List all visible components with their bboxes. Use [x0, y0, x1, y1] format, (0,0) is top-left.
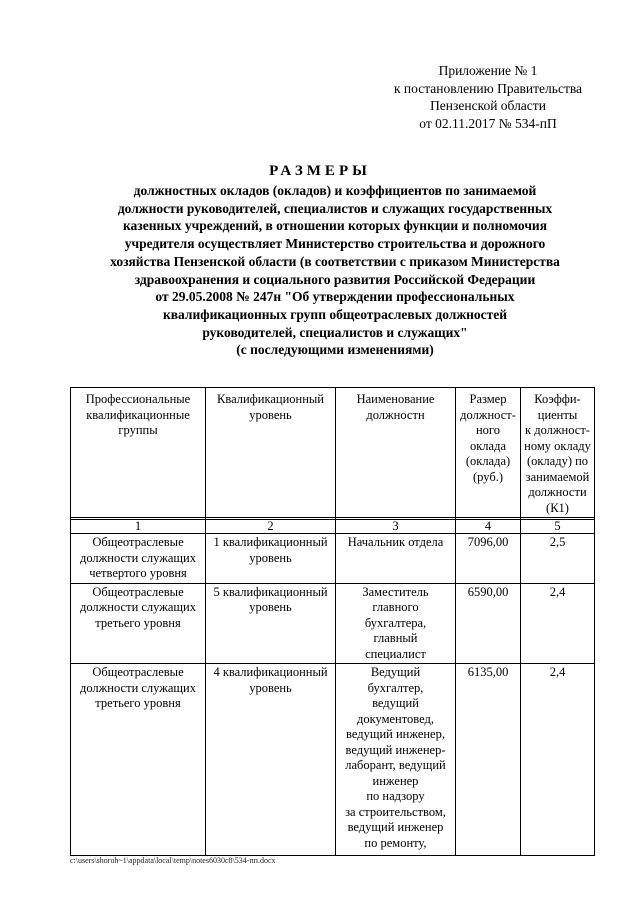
- cell-text: бухгалтер,: [367, 680, 424, 695]
- header-text: уровень: [249, 407, 292, 422]
- header-text: ному окладу: [524, 438, 591, 453]
- header-text: квалификационные: [86, 407, 190, 422]
- cell-text: по ремонту,: [364, 835, 427, 850]
- header-text: к должност-: [525, 423, 590, 437]
- cell-text: Ведущий: [370, 665, 421, 679]
- column-number-row: [71, 520, 595, 534]
- cell-text: ведущий инженер,: [346, 727, 445, 741]
- header-text: (руб.): [473, 469, 503, 484]
- appendix-line: к постановлению Правительства: [393, 80, 583, 96]
- cell-coefficient: 2,4: [521, 664, 595, 856]
- header-text: Коэффи-: [534, 392, 581, 406]
- subtitle-line: (с последующими изменениями): [236, 342, 434, 358]
- cell-text: за строительством,: [345, 804, 446, 819]
- cell-text: бухгалтера,: [364, 615, 427, 630]
- cell-text: главного: [372, 600, 419, 614]
- header-text: занимаемой: [525, 469, 590, 484]
- appendix-header: [380, 62, 596, 132]
- subtitle-line: руководителей, специалистов и служащих": [202, 324, 468, 340]
- cell-group: [71, 583, 206, 664]
- header-text: (окладу) по: [526, 454, 589, 468]
- header-text: Размер: [469, 392, 507, 406]
- cell-salary: 6135,00: [456, 664, 521, 856]
- column-number: 4: [456, 520, 521, 534]
- cell-text: Начальник отдела: [347, 535, 444, 549]
- cell-text: ведущий инженер: [347, 820, 444, 834]
- cell-position: [336, 534, 456, 584]
- cell-text: Общеотраслевые: [92, 535, 184, 549]
- header-text: циенты: [537, 407, 578, 422]
- subtitle-line: хозяйства Пензенской области (в соответствии с приказом Министерства: [110, 253, 560, 269]
- header-text: группы: [118, 423, 158, 437]
- subtitle-line: здравоохранения и социального развития Российской Федерации: [134, 271, 536, 287]
- cell-group: [71, 664, 206, 856]
- cell-level: [206, 664, 336, 856]
- cell-text: третьего уровня: [95, 615, 181, 630]
- header-text: должност-: [460, 407, 516, 422]
- cell-salary: 6590,00: [456, 583, 521, 664]
- subtitle-line: казенных учреждений, в отношении которых функции и полномочия: [122, 218, 548, 234]
- cell-position: [336, 583, 456, 664]
- appendix-line: Пензенской области: [430, 98, 546, 113]
- cell-position: [336, 664, 456, 856]
- column-number: 3: [336, 520, 456, 534]
- cell-salary: 7096,00: [456, 534, 521, 584]
- column-number: 1: [71, 520, 206, 534]
- cell-text: уровень: [249, 550, 292, 565]
- cell-text: Заместитель: [362, 584, 429, 599]
- cell-text: документовед,: [357, 711, 434, 726]
- cell-text: ведущий: [372, 696, 419, 710]
- column-number: 5: [521, 520, 595, 534]
- column-number: 2: [206, 520, 336, 534]
- cell-text: Общеотраслевые: [92, 584, 184, 599]
- cell-text: Общеотраслевые: [92, 665, 184, 679]
- document-title: РАЗМЕРЫ: [269, 163, 371, 179]
- table-header-row: [71, 388, 595, 518]
- salary-table: [70, 387, 595, 856]
- header-text: (К1): [546, 500, 569, 515]
- table-row: [71, 664, 595, 856]
- cell-level: [206, 534, 336, 584]
- cell-text: должности служащих: [79, 600, 196, 614]
- subtitle-line: от 29.05.2008 № 247н "Об утверждении профессиональных: [155, 289, 515, 305]
- cell-text: уровень: [249, 600, 292, 614]
- header-text: ного: [475, 423, 500, 437]
- cell-text: 1 квалификационный: [213, 535, 328, 549]
- appendix-line: Приложение № 1: [438, 63, 538, 78]
- header-text: оклада: [469, 438, 507, 453]
- file-path-footer: c:\users\shoroh~1\appdata\local\temp\notes6030c8\534-пп.docx: [70, 856, 276, 865]
- subtitle-line: квалификационных групп общеотраслевых должностей: [162, 306, 508, 322]
- subtitle-line: должностных окладов (окладов) и коэффициентов по занимаемой: [133, 183, 537, 198]
- subtitle-line: учредителя осуществляет Министерство строительства и дорожного: [124, 236, 546, 252]
- cell-text: специалист: [365, 646, 426, 661]
- cell-text: ведущий инженер-: [345, 742, 446, 757]
- document-subtitle: [70, 182, 600, 359]
- subtitle-line: должности руководителей, специалистов и служащих государственных: [117, 200, 553, 216]
- header-cell-group: [71, 388, 206, 518]
- cell-level: [206, 583, 336, 664]
- header-cell-position: [336, 388, 456, 518]
- header-cell-level: [206, 388, 336, 518]
- header-cell-coefficient: [521, 388, 595, 518]
- cell-text: инженер: [372, 773, 419, 788]
- cell-text: третьего уровня: [95, 696, 181, 710]
- header-text: (оклада): [465, 454, 511, 468]
- cell-group: [71, 534, 206, 584]
- header-text: должности: [528, 485, 587, 499]
- cell-coefficient: 2,5: [521, 534, 595, 584]
- cell-text: уровень: [249, 680, 292, 695]
- cell-text: должности служащих: [79, 680, 196, 695]
- cell-text: четвертого уровня: [89, 566, 187, 580]
- table-row: [71, 534, 595, 584]
- cell-text: 4 квалификационный: [213, 665, 328, 679]
- cell-text: по надзору: [366, 789, 425, 803]
- header-text: Квалификационный: [217, 392, 324, 406]
- header-text: должностн: [366, 407, 425, 422]
- appendix-line: от 02.11.2017 № 534-пП: [419, 115, 557, 131]
- cell-text: должности служащих: [79, 550, 196, 565]
- header-text: Профессиональные: [85, 392, 191, 406]
- cell-coefficient: 2,4: [521, 583, 595, 664]
- cell-text: лаборант, ведущий: [345, 758, 446, 772]
- cell-text: главный: [373, 631, 418, 645]
- cell-text: 5 квалификационный: [213, 584, 328, 599]
- header-cell-salary: [456, 388, 521, 518]
- header-text: Наименование: [356, 392, 435, 406]
- table-row: [71, 583, 595, 664]
